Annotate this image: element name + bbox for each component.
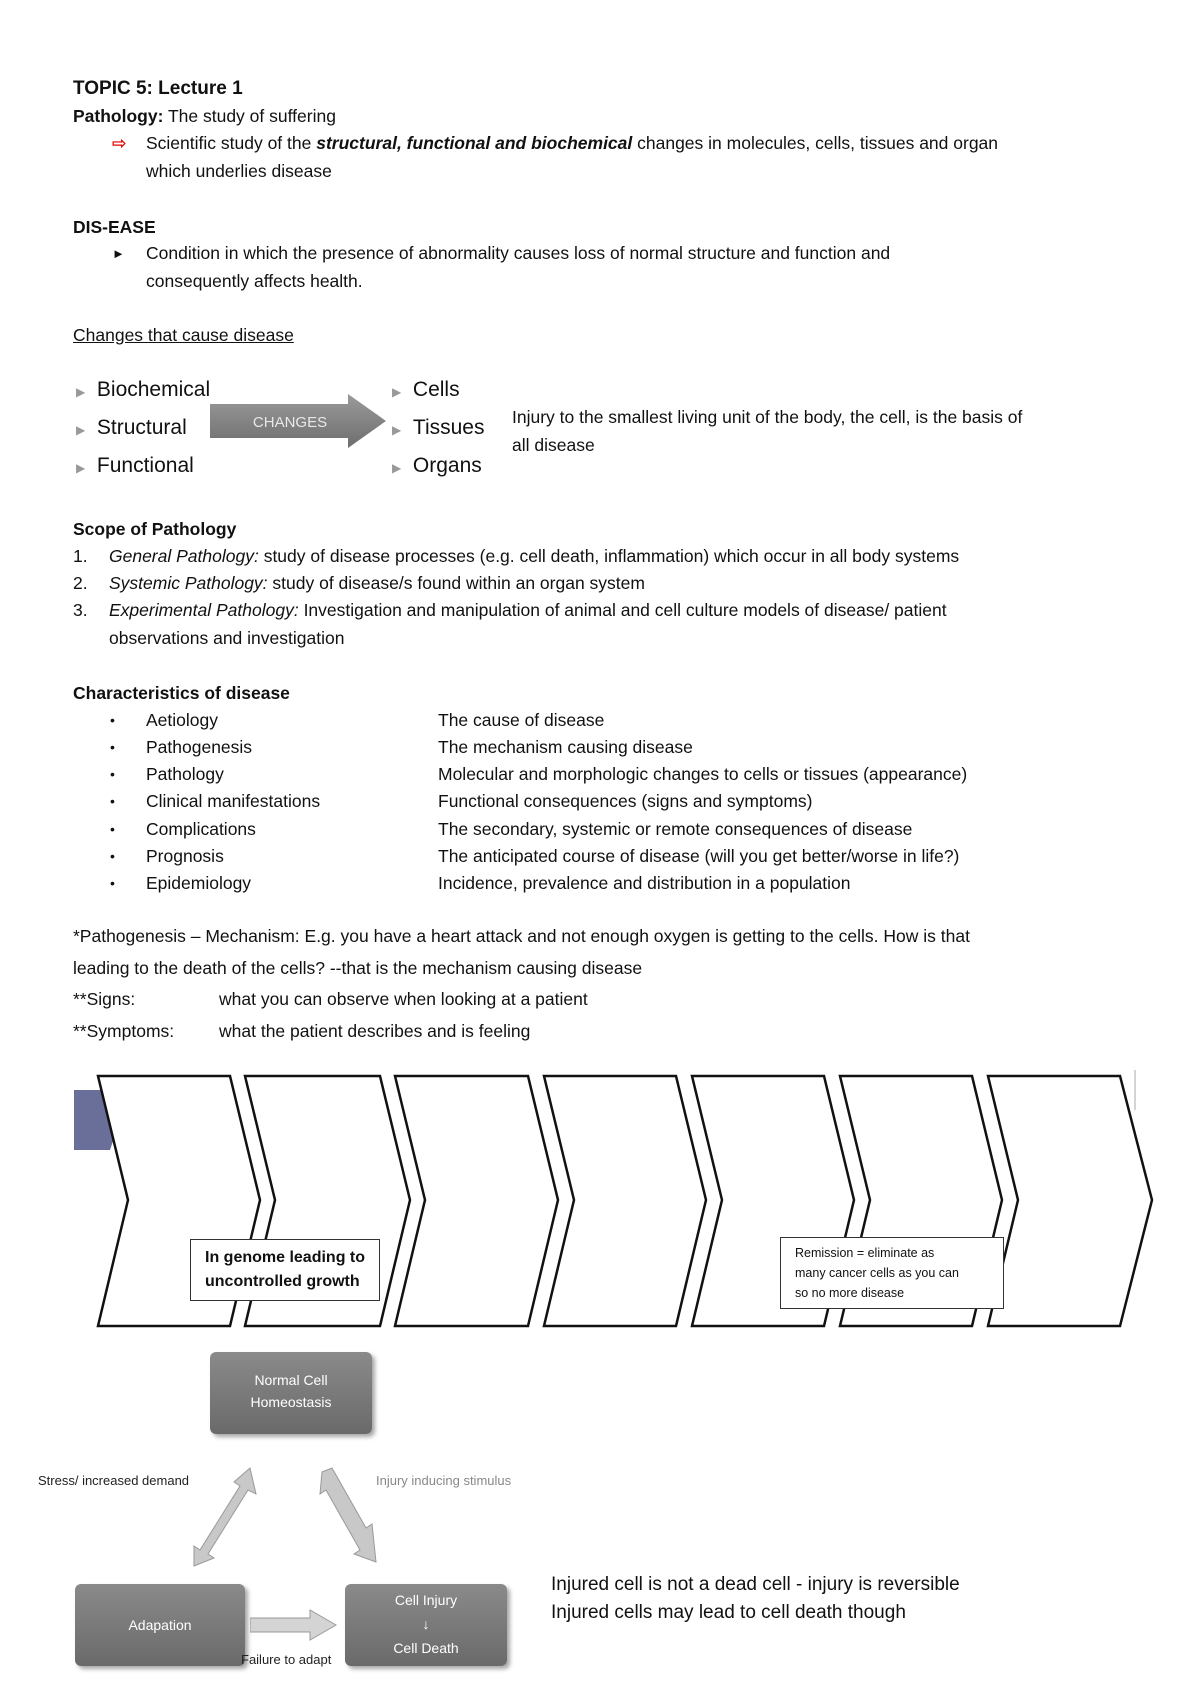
- double-arrow-icon: [194, 1468, 256, 1566]
- scope-item: 2. Systemic Pathology: study of disease/s found within an organ system: [73, 573, 645, 593]
- injury-note-line1: Injured cell is not a dead cell - injury is reversible: [551, 1574, 960, 1595]
- sci-pre: Scientific study of the: [146, 133, 317, 153]
- characteristics-row: • Aetiology The cause of disease: [110, 710, 605, 730]
- arrow-right-icon: ⇨: [112, 133, 127, 153]
- sci-emphasis: structural, functional and biochemical: [316, 133, 633, 153]
- cycle-arrows: [190, 1462, 390, 1572]
- pathology-scientific-line2: which underlies disease: [146, 161, 332, 181]
- disease-heading: DIS-EASE: [73, 217, 156, 237]
- pathogenesis-note-line2: leading to the death of the cells? --that is the mechanism causing disease: [73, 958, 643, 978]
- disease-line2: consequently affects health.: [146, 271, 363, 291]
- characteristics-row: • Pathogenesis The mechanism causing disease: [110, 737, 693, 757]
- injury-note-line2: Injured cells may lead to cell death though: [551, 1602, 906, 1623]
- play-bullet-icon: ▶: [392, 385, 402, 399]
- play-bullet-icon: ▶: [392, 423, 402, 437]
- play-bullet-icon: ▶: [76, 461, 86, 475]
- characteristics-row: • Prognosis The anticipated course of disease (will you get better/worse in life?): [110, 846, 960, 866]
- adaptation-box: Adapation: [75, 1584, 245, 1666]
- changes-heading: Changes that cause disease: [73, 325, 294, 345]
- changes-note-line2: all disease: [512, 435, 595, 455]
- changes-right-item: ▶ Tissues: [392, 416, 485, 439]
- scope-heading: Scope of Pathology: [73, 519, 237, 539]
- pathogenesis-note-line1: *Pathogenesis – Mechanism: E.g. you have a heart attack and not enough oxygen is getting to the cells. How is that: [73, 926, 970, 946]
- characteristics-row: • Epidemiology Incidence, prevalence and distribution in a population: [110, 873, 851, 893]
- changes-arrow-icon: [208, 392, 388, 450]
- right-arrow-icon: [250, 1608, 338, 1642]
- changes-arrow-label: CHANGES: [252, 414, 328, 431]
- characteristics-row: • Pathology Molecular and morphologic changes to cells or tissues (appearance): [110, 764, 968, 784]
- chevron-7: [988, 1076, 1152, 1326]
- signs-label: **Signs:: [73, 989, 136, 1009]
- symptoms-label: **Symptoms:: [73, 1021, 175, 1041]
- changes-right-item: ▶ Cells: [392, 378, 460, 401]
- signs-text: what you can observe when looking at a patient: [219, 989, 588, 1009]
- pathology-def: The study of suffering: [163, 106, 336, 126]
- chevron-3: [395, 1076, 558, 1326]
- changes-left-item: ▶ Biochemical: [76, 378, 211, 401]
- changes-left-list: [76, 372, 210, 486]
- failure-label: Failure to adapt: [241, 1652, 332, 1667]
- chevron-4: [544, 1076, 706, 1326]
- down-arrow-icon: [320, 1468, 376, 1562]
- symptoms-text: what the patient describes and is feeling: [219, 1021, 531, 1041]
- play-bullet-icon: ▶: [392, 461, 402, 475]
- changes-left-item: ▶ Structural: [76, 416, 187, 439]
- characteristics-heading: Characteristics of disease: [73, 683, 290, 703]
- pathology-label: Pathology:: [73, 106, 164, 126]
- characteristics-row: • Complications The secondary, systemic or remote consequences of disease: [110, 819, 913, 839]
- sci-post: changes in molecules, cells, tissues and organ: [632, 133, 999, 153]
- page-title: TOPIC 5: Lecture 1: [73, 78, 243, 99]
- characteristics-row: • Clinical manifestations Functional consequences (signs and symptoms): [110, 791, 813, 811]
- pathology-definition: [73, 106, 336, 127]
- injury-stimulus-label: Injury inducing stimulus: [376, 1473, 512, 1488]
- changes-note-line1: Injury to the smallest living unit of the body, the cell, is the basis of: [512, 407, 1023, 427]
- scope-item: 3. Experimental Pathology: Investigation and manipulation of animal and cell culture models of disease/ patient: [73, 600, 947, 620]
- triangle-bullet-icon: ►: [112, 246, 125, 261]
- normal-cell-box: Normal Cell Homeostasis: [210, 1352, 372, 1434]
- cell-injury-box: Cell Injury ↓ Cell Death: [345, 1584, 507, 1666]
- changes-right-list: [392, 372, 484, 486]
- scope-item3-line2: observations and investigation: [109, 628, 345, 648]
- disease-line1: Condition in which the presence of abnormality causes loss of normal structure and function and: [146, 243, 891, 263]
- genome-note-box: In genome leading to uncontrolled growth: [190, 1239, 380, 1301]
- remission-note-box: Remission = eliminate as many cancer cells as you can so no more disease: [780, 1237, 1004, 1309]
- down-arrow-glyph: ↓: [422, 1616, 430, 1632]
- pathology-scientific: [146, 133, 998, 154]
- injury-note: [551, 1571, 960, 1627]
- play-bullet-icon: ▶: [76, 385, 86, 399]
- changes-right-item: ▶ Organs: [392, 454, 482, 477]
- changes-left-item: ▶ Functional: [76, 454, 194, 477]
- stress-label: Stress/ increased demand: [38, 1473, 190, 1488]
- play-bullet-icon: ▶: [76, 423, 86, 437]
- scope-item: 1. General Pathology: study of disease processes (e.g. cell death, inflammation) which occur in all body systems: [73, 546, 960, 566]
